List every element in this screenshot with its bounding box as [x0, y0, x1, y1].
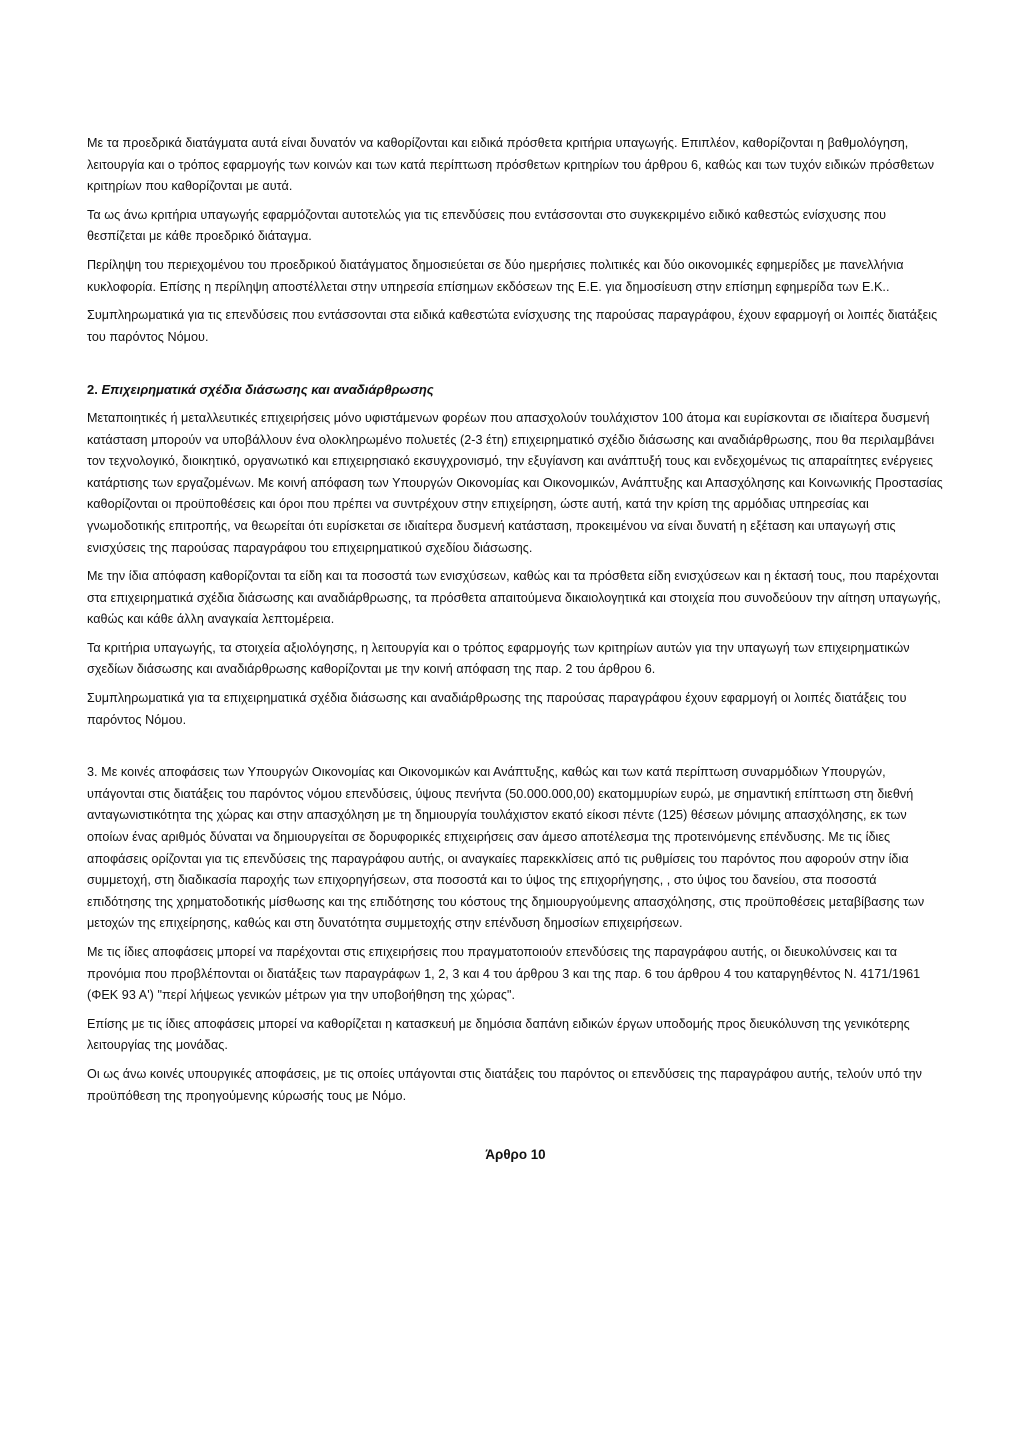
section-number: 2. — [87, 382, 98, 398]
paragraph: Με τα προεδρικά διατάγματα αυτά είναι δυνατόν να καθορίζονται και ειδικά πρόσθετα κριτήρια υπαγωγής. Επιπλέον, καθορίζονται η βαθμολόγηση, λειτουργία και ο τρόπος εφαρμογής των κοινών και των κατά περίπτωση πρόσθετων κριτηρίων του άρθρου 6, καθώς και των τυχόν ειδικών πρόσθετων κριτηρίων που καθορίζονται με αυτά. — [87, 136, 935, 194]
paragraph: 3. Με κοινές αποφάσεις των Υπουργών Οικονομίας και Οικονομικών και Ανάπτυξης, καθώς και των κατά περίπτωση συναρμόδιων Υπουργών, υπάγονται στις διατάξεις του παρόντος νόμου επενδύσεις, ύψους πενήντα (50.000.000,00) εκατομμυρίων ευρώ, με σημαντική επίπτωση στη διεθνή ανταγωνιστικότητα της χώρας και στην απασχόληση με τη δημιουργία τουλάχιστον εκατό είκοσι πέντε (125) θέσεων μόνιμης απασχόλησης, εκ των οποίων ένας αριθμός δύναται να δημιουργείται σε δορυφορικές επιχειρήσεις σαν άμεσο αποτέλεσμα της προτεινόμενης επένδυσης. Με τις ίδιες αποφάσεις ορίζονται για τις επενδύσεις της παραγράφου αυτής, οι αναγκαίες παρεκκλίσεις από τις ρυθμίσεις του παρόντος που αφορούν στην ίδια συμμετοχή, στη διαδικασία παροχής των επιχορηγήσεων, στα ποσοστά και το ύψος της επιχορήγησης, , στο ύψος του δανείου, στα ποσοστά επιδότησης της χρηματοδοτικής μίσθωσης και της επιδότησης του κόστους της δημιουργούμενης απασχόλησης, στις προϋποθέσεις μεταβίβασης των μετοχών της επιχείρησης, καθώς και στη δυνατότητα συμμετοχής στην επένδυση δημοσίων επιχειρήσεων. — [87, 765, 925, 931]
article-heading: Άρθρο 10 — [485, 1147, 546, 1163]
paragraph: Συμπληρωματικά για τα επιχειρηματικά σχέδια διάσωσης και αναδιάρθρωσης της παρούσας παραγράφου έχουν εφαρμογή οι λοιπές διατάξεις του παρόντος Νόμου. — [87, 691, 907, 727]
paragraph: Τα κριτήρια υπαγωγής, τα στοιχεία αξιολόγησης, η λειτουργία και ο τρόπος εφαρμογής των κριτηρίων αυτών για την υπαγωγή των επιχειρηματικών σχεδίων διάσωσης και αναδιάρθρωσης καθορίζονται με την κοινή απόφαση της παρ. 2 του άρθρου 6. — [87, 640, 910, 677]
paragraph: Με τις ίδιες αποφάσεις μπορεί να παρέχονται στις επιχειρήσεις που πραγματοποιούν επενδύσεις της παραγράφου αυτής, οι διευκολύνσεις και τα προνόμια που προβλέπονται οι διατάξεις των παραγράφων 1, 2, 3 και 4 του άρθρου 3 και της παρ. 6 του άρθρου 4 του καταργηθέντος Ν. 4171/1961 (ΦΕΚ 93 Α') "περί λήψεως γενικών μέτρων για την υποβοήθηση της χώρας". — [87, 945, 921, 1003]
paragraph: Συμπληρωματικά για τις επενδύσεις που εντάσσονται στα ειδικά καθεστώτα ενίσχυσης της παρούσας παραγράφου, έχουν εφαρμογή οι λοιπές διατάξεις του παρόντος Νόμου. — [87, 308, 938, 344]
paragraph: Οι ως άνω κοινές υπουργικές αποφάσεις, με τις οποίες υπάγονται στις διατάξεις του παρόντος οι επενδύσεις της παραγράφου αυτής, τελούν υπό την προϋπόθεση της προηγούμενης κύρωσής τους με Νόμο. — [87, 1066, 922, 1103]
section-title: Επιχειρηματικά σχέδια διάσωσης και αναδιάρθρωσης — [101, 382, 434, 398]
paragraph: Μεταποιητικές ή μεταλλευτικές επιχειρήσεις μόνο υφιστάμενων φορέων που απασχολούν τουλάχιστον 100 άτομα και ευρίσκονται σε ιδιαίτερα δυσμενή κατάσταση μπορούν να υποβάλλουν ένα ολοκληρωμένο πολυετές (2-3 έτη) επιχειρηματικό σχέδιο διάσωσης και αναδιάρθρωσης, που θα περιλαμβάνει τον τεχνολογικό, διοικητικό, οργανωτικό και επιχειρησιακό εκσυγχρονισμό, την εξυγίανση και ανάπτυξή τους και ενδεχομένως τις απαραίτητες ενέργειες κατάρτισης των εργαζομένων. Με κοινή απόφαση των Υπουργών Οικονομίας και Οικονομικών, Ανάπτυξης και Απασχόλησης και Κοινωνικής Προστασίας καθορίζονται οι προϋποθέσεις και όροι που πρέπει να συντρέχουν στην επιχείρηση, ώστε αυτή, κατά την κρίση της αρμόδιας υπηρεσίας και γνωμοδοτικής επιτροπής, να θεωρείται ότι ευρίσκεται σε ιδιαίτερα δυσμενή κατάσταση, προκειμένου να είναι δυνατή η εξέταση και υπαγωγή στις ενισχύσεις της παρούσας παραγράφου του επιχειρηματικού σχεδίου διάσωσης. — [87, 410, 943, 555]
paragraph: Με την ίδια απόφαση καθορίζονται τα είδη και τα ποσοστά των ενισχύσεων, καθώς και τα πρόσθετα είδη ενισχύσεων και η έκτασή τους, που παρέχονται στα επιχειρηματικά σχέδια διάσωσης και αναδιάρθρωσης, τα πρόσθετα απαιτούμενα δικαιολογητικά και στοιχεία που συνοδεύουν την αίτηση υπαγωγής, καθώς και κάθε άλλη αναγκαία λεπτομέρεια. — [87, 569, 941, 627]
section-heading — [87, 379, 944, 401]
paragraph: Επίσης με τις ίδιες αποφάσεις μπορεί να καθορίζεται η κατασκευή με δημόσια δαπάνη ειδικών έργων υποδομής προς διευκόλυνση της γενικότερης λειτουργίας της μονάδας. — [87, 1016, 910, 1053]
paragraph: Τα ως άνω κριτήρια υπαγωγής εφαρμόζονται αυτοτελώς για τις επενδύσεις που εντάσσονται στο συγκεκριμένο ειδικό καθεστώς ενίσχυσης που θεσπίζεται με κάθε προεδρικό διάταγμα. — [87, 207, 887, 244]
paragraph: Περίληψη του περιεχομένου του προεδρικού διατάγματος δημοσιεύεται σε δύο ημερήσιες πολιτικές και δύο οικονομικές εφημερίδες με πανελλήνια κυκλοφορία. Επίσης η περίληψη αποστέλλεται στην υπηρεσία επίσημων εκδόσεων της Ε.Ε. για δημοσίευση στην επίσημη εφημερίδα των Ε.Κ.. — [87, 257, 904, 294]
